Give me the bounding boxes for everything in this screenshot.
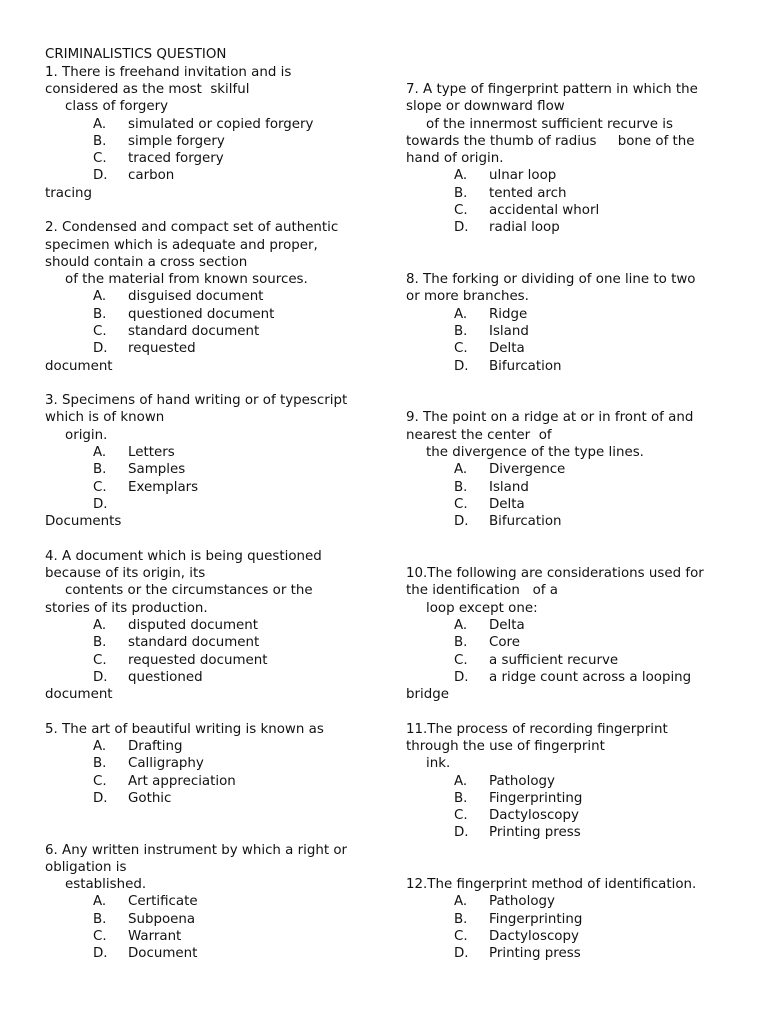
option-d	[454, 358, 562, 375]
option-a	[93, 738, 182, 755]
option-text: Printing press	[489, 825, 581, 840]
option-text: Dactyloscopy	[489, 929, 579, 944]
option-text: Dactyloscopy	[489, 808, 579, 823]
question-stem: 10.The following are considerations used for	[406, 566, 704, 581]
option-text: questioned	[128, 670, 203, 685]
option-text: standard document	[128, 635, 260, 650]
option-d	[93, 340, 196, 357]
option-text: Warrant	[128, 929, 182, 944]
option-continuation: tracing	[45, 186, 93, 201]
option-c	[454, 202, 599, 219]
option-letter: A.	[454, 462, 468, 477]
option-text: disputed document	[128, 618, 258, 633]
option-text: Island	[489, 480, 529, 495]
option-letter: C.	[454, 929, 468, 944]
question-stem: origin.	[65, 428, 108, 443]
option-b	[454, 790, 582, 807]
option-text: Core	[489, 635, 520, 650]
option-letter: D.	[454, 514, 469, 529]
option-letter: D.	[454, 825, 469, 840]
option-letter: C.	[454, 497, 468, 512]
question-stem: loop except one:	[426, 601, 538, 616]
option-text: Bifurcation	[489, 359, 562, 374]
question-stem: stories of its production.	[45, 601, 208, 616]
option-letter: D.	[93, 946, 108, 961]
option-d	[93, 945, 197, 962]
option-c	[454, 928, 579, 945]
option-letter: B.	[93, 462, 107, 477]
option-d	[454, 945, 581, 962]
question-stem: class of forgery	[65, 99, 169, 114]
option-d	[93, 669, 203, 686]
question-stem: 9. The point on a ridge at or in front of and	[406, 410, 694, 425]
option-text: Delta	[489, 341, 525, 356]
option-text: Art appreciation	[128, 774, 236, 789]
question-stem: hand of origin.	[406, 151, 504, 166]
question-stem: 4. A document which is being questioned	[45, 549, 322, 564]
option-text: requested	[128, 341, 196, 356]
option-a	[454, 461, 565, 478]
option-text: simple forgery	[128, 134, 225, 149]
option-letter: C.	[454, 341, 468, 356]
option-b	[93, 133, 225, 150]
question-stem: towards the thumb of radius bone of the	[406, 134, 695, 149]
option-letter: D.	[454, 220, 469, 235]
question-stem: obligation is	[45, 860, 127, 875]
option-text: Certificate	[128, 894, 198, 909]
option-b	[454, 634, 520, 651]
option-a	[454, 893, 555, 910]
question-stem: 5. The art of beautiful writing is known as	[45, 722, 324, 737]
option-letter: B.	[93, 307, 107, 322]
question-stem: contents or the circumstances or the	[65, 583, 313, 598]
option-text: Ridge	[489, 307, 528, 322]
option-letter: A.	[454, 307, 468, 322]
option-d	[93, 167, 174, 184]
option-text: Document	[128, 946, 198, 961]
question-stem: 8. The forking or dividing of one line to two	[406, 272, 696, 287]
option-letter: B.	[93, 134, 107, 149]
option-text: accidental whorl	[489, 203, 600, 218]
question-stem: considered as the most skilful	[45, 82, 250, 97]
option-continuation: document	[45, 359, 113, 374]
option-letter: D.	[454, 946, 469, 961]
option-b	[454, 323, 529, 340]
option-a	[93, 444, 175, 461]
option-c	[93, 479, 198, 496]
option-text: requested document	[128, 653, 268, 668]
option-continuation: bridge	[406, 687, 449, 702]
option-letter: C.	[93, 929, 107, 944]
option-letter: A.	[93, 739, 107, 754]
option-b	[93, 911, 195, 928]
option-text: Letters	[128, 445, 175, 460]
option-text: tented arch	[489, 186, 567, 201]
option-d	[454, 824, 581, 841]
option-letter: A.	[93, 117, 107, 132]
question-stem: the divergence of the type lines.	[426, 445, 644, 460]
option-b	[454, 479, 529, 496]
option-c	[454, 340, 525, 357]
option-text: radial loop	[489, 220, 560, 235]
page-title: CRIMINALISTICS QUESTION	[45, 47, 227, 62]
option-a	[454, 617, 525, 634]
option-c	[93, 928, 181, 945]
option-text: Fingerprinting	[489, 912, 583, 927]
question-stem: 11.The process of recording fingerprint	[406, 722, 668, 737]
question-stem: established.	[65, 877, 147, 892]
option-letter: B.	[454, 186, 468, 201]
option-d	[93, 790, 171, 807]
option-text: a ridge count across a looping	[489, 670, 692, 685]
option-text: Delta	[489, 497, 525, 512]
option-text: traced forgery	[128, 151, 224, 166]
option-text: Island	[489, 324, 529, 339]
option-letter: C.	[454, 808, 468, 823]
option-letter: C.	[454, 653, 468, 668]
question-stem: should contain a cross section	[45, 255, 248, 270]
option-letter: B.	[454, 324, 468, 339]
option-letter: D.	[93, 497, 108, 512]
option-b	[93, 755, 204, 772]
option-letter: C.	[93, 480, 107, 495]
option-text: Drafting	[128, 739, 183, 754]
option-b	[93, 306, 274, 323]
option-text: disguised document	[128, 289, 264, 304]
option-a	[93, 116, 313, 133]
option-continuation: Documents	[45, 514, 122, 529]
question-stem: or more branches.	[406, 289, 529, 304]
option-letter: A.	[454, 618, 468, 633]
question-stem: 7. A type of fingerprint pattern in which the	[406, 82, 698, 97]
option-letter: A.	[454, 894, 468, 909]
option-text: Subpoena	[128, 912, 196, 927]
option-c	[93, 323, 259, 340]
option-letter: D.	[93, 168, 108, 183]
option-letter: A.	[454, 774, 468, 789]
question-stem: the identification of a	[406, 583, 558, 598]
question-stem: 6. Any written instrument by which a right or	[45, 843, 348, 858]
option-letter: C.	[454, 203, 468, 218]
option-b	[454, 911, 582, 928]
option-c	[454, 496, 525, 513]
option-letter: C.	[93, 324, 107, 339]
option-d	[454, 513, 562, 530]
option-letter: B.	[454, 480, 468, 495]
option-text: Calligraphy	[128, 756, 204, 771]
option-letter: D.	[93, 670, 108, 685]
option-text: questioned document	[128, 307, 275, 322]
option-letter: B.	[454, 791, 468, 806]
option-d	[454, 219, 560, 236]
option-letter: A.	[93, 894, 107, 909]
option-text: Pathology	[489, 774, 555, 789]
option-d	[93, 496, 128, 513]
option-text: Bifurcation	[489, 514, 562, 529]
option-a	[93, 617, 258, 634]
option-text: standard document	[128, 324, 260, 339]
option-a	[93, 893, 198, 910]
option-letter: B.	[93, 635, 107, 650]
option-c	[454, 652, 618, 669]
option-letter: D.	[454, 359, 469, 374]
option-c	[93, 652, 267, 669]
question-stem: 3. Specimens of hand writing or of typescript	[45, 393, 348, 408]
option-continuation: document	[45, 687, 113, 702]
option-letter: A.	[454, 168, 468, 183]
option-text: Divergence	[489, 462, 566, 477]
question-stem: which is of known	[45, 410, 165, 425]
option-text: Gothic	[128, 791, 172, 806]
question-stem: slope or downward flow	[406, 99, 565, 114]
option-letter: A.	[93, 618, 107, 633]
question-stem: because of its origin, its	[45, 566, 206, 581]
option-text: Samples	[128, 462, 186, 477]
question-stem: through the use of fingerprint	[406, 739, 605, 754]
option-d	[454, 669, 691, 686]
option-a	[454, 167, 556, 184]
option-text: ulnar loop	[489, 168, 557, 183]
option-c	[454, 807, 579, 824]
option-letter: D.	[93, 791, 108, 806]
option-text: Fingerprinting	[489, 791, 583, 806]
option-b	[93, 461, 185, 478]
question-stem: ink.	[426, 756, 451, 771]
option-c	[93, 150, 224, 167]
option-letter: D.	[93, 341, 108, 356]
option-letter: A.	[93, 289, 107, 304]
question-stem: nearest the center of	[406, 428, 552, 443]
option-letter: B.	[454, 912, 468, 927]
question-stem: specimen which is adequate and proper,	[45, 238, 318, 253]
option-text: Delta	[489, 618, 525, 633]
question-stem: 2. Condensed and compact set of authentic	[45, 220, 339, 235]
question-stem: 12.The fingerprint method of identification.	[406, 877, 697, 892]
question-stem: of the material from known sources.	[65, 272, 308, 287]
option-b	[93, 634, 259, 651]
option-letter: A.	[93, 445, 107, 460]
option-a	[454, 306, 527, 323]
option-text: Printing press	[489, 946, 581, 961]
option-a	[454, 773, 555, 790]
question-stem: of the innermost sufficient recurve is	[426, 117, 673, 132]
option-letter: B.	[93, 756, 107, 771]
option-text: carbon	[128, 168, 175, 183]
option-letter: B.	[93, 912, 107, 927]
option-text: a sufficient recurve	[489, 653, 619, 668]
option-letter: C.	[93, 774, 107, 789]
option-c	[93, 773, 236, 790]
option-b	[454, 185, 567, 202]
option-letter: C.	[93, 653, 107, 668]
option-text: Exemplars	[128, 480, 199, 495]
option-letter: D.	[454, 670, 469, 685]
option-a	[93, 288, 263, 305]
option-letter: B.	[454, 635, 468, 650]
option-text: Pathology	[489, 894, 555, 909]
option-letter: C.	[93, 151, 107, 166]
question-stem: 1. There is freehand invitation and is	[45, 65, 292, 80]
option-text: simulated or copied forgery	[128, 117, 314, 132]
